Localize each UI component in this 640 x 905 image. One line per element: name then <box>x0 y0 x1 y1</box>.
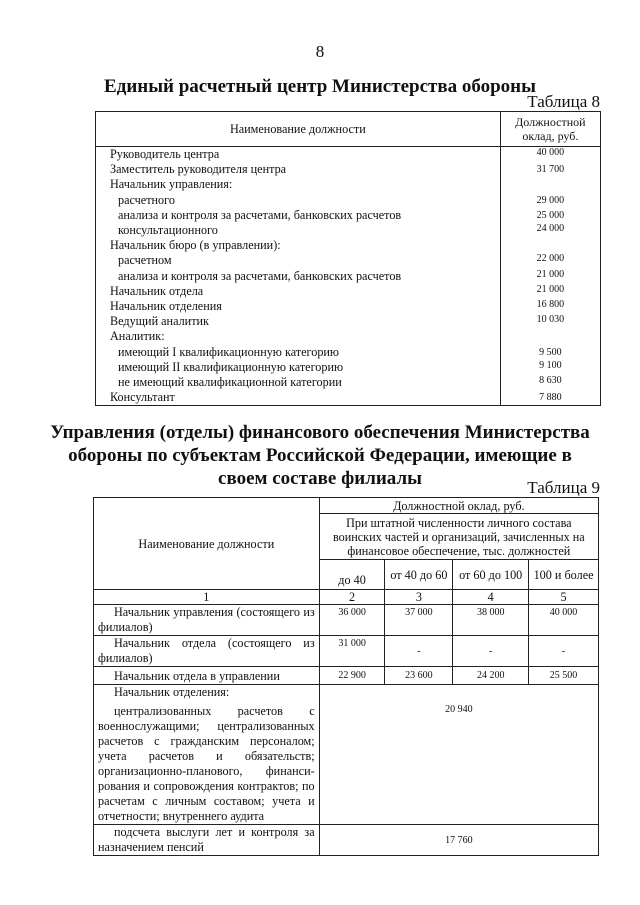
section-title-unified-center: Единый расчетный центр Министерства обороны <box>104 76 536 97</box>
position-name: подсчета выслуги лет и контроля за назначением пенсий <box>94 825 320 856</box>
position-name: Ведущий аналитик <box>96 314 501 329</box>
column-header: от 60 до 100 <box>453 560 529 590</box>
position-name: Консультант <box>96 390 501 406</box>
position-name: Начальник управления (состоящего из филиалов) <box>94 605 320 636</box>
column-number: 3 <box>385 590 453 605</box>
position-name: Начальник отделения: <box>94 685 320 701</box>
position-name: расчетном <box>96 253 501 268</box>
salary-value: 40 000 <box>500 147 600 163</box>
salary-value-merged: 17 760 <box>319 825 598 856</box>
position-name: Начальник управления: <box>96 177 501 192</box>
salary-value <box>500 238 600 253</box>
table-8 <box>95 111 601 406</box>
salary-value: 9 100 <box>500 360 600 375</box>
table-9-header-salary: Должностной оклад, руб. <box>319 498 598 514</box>
salary-value: 22 900 <box>319 667 385 685</box>
salary-value: - <box>453 636 529 667</box>
position-name: централизованных расчетов с военнослужащими; централизованных расчетов с гражданским персоналом; учета расчетов и обязательств; организационно-планового, финансирования и сопровождения контрактов; по расчетам с личным составом; учета и отчетности; внутреннего аудита <box>94 700 320 825</box>
position-name: Руководитель центра <box>96 147 501 163</box>
table-row <box>96 147 601 163</box>
table-8-header-name: Наименование должности <box>96 112 501 147</box>
salary-value: 37 000 <box>385 605 453 636</box>
position-name: имеющий I квалификационную категорию <box>96 345 501 360</box>
salary-value: 16 800 <box>500 299 600 314</box>
salary-value: 10 030 <box>500 314 600 329</box>
table-row <box>96 375 601 390</box>
position-name: Аналитик: <box>96 329 501 344</box>
table-row <box>96 162 601 177</box>
position-name: анализа и контроля за расчетами, банковских расчетов <box>96 269 501 284</box>
position-name: Начальник отделения <box>96 299 501 314</box>
position-name: Заместитель руководителя центра <box>96 162 501 177</box>
salary-value <box>500 177 600 192</box>
position-name: Начальник бюро (в управлении): <box>96 238 501 253</box>
salary-value: 9 500 <box>500 345 600 360</box>
table-row <box>96 238 601 253</box>
table-row <box>94 636 599 667</box>
salary-value: 21 000 <box>500 269 600 284</box>
salary-value: - <box>385 636 453 667</box>
table-row <box>96 193 601 208</box>
table-row <box>94 667 599 685</box>
table-row <box>94 685 599 701</box>
title-line: Управления (отделы) финансового обеспечения Министерства <box>50 422 590 443</box>
salary-value: 36 000 <box>319 605 385 636</box>
salary-value: 21 000 <box>500 284 600 299</box>
salary-value: 22 000 <box>500 253 600 268</box>
salary-value: 25 500 <box>529 667 599 685</box>
table-row <box>96 223 601 238</box>
salary-value: 8 630 <box>500 375 600 390</box>
salary-value: 7 880 <box>500 390 600 406</box>
position-name: Начальник отдела (состоящего из филиалов) <box>94 636 320 667</box>
table-9-header-name: Наименование должности <box>94 498 320 590</box>
salary-value: 29 000 <box>500 193 600 208</box>
table-row <box>94 700 599 825</box>
column-number: 2 <box>319 590 385 605</box>
table-8-header-salary: Должностной оклад, руб. <box>500 112 600 147</box>
salary-value-merged: 20 940 <box>319 700 598 825</box>
column-header: 100 и более <box>529 560 599 590</box>
column-number: 5 <box>529 590 599 605</box>
position-name: консультационного <box>96 223 501 238</box>
table-row <box>96 269 601 284</box>
title-line: обороны по субъектам Российской Федерации, имеющие в <box>68 445 572 466</box>
position-name: расчетного <box>96 193 501 208</box>
table-row <box>96 284 601 299</box>
salary-value <box>500 329 600 344</box>
empty-cell <box>319 685 598 701</box>
salary-value: 31 000 <box>319 636 385 667</box>
column-header: от 40 до 60 <box>385 560 453 590</box>
table-8-caption: Таблица 8 <box>527 92 600 111</box>
table-row <box>96 314 601 329</box>
position-name: Начальник отдела <box>96 284 501 299</box>
position-name: имеющий II квалификационную категорию <box>96 360 501 375</box>
table-row <box>94 825 599 856</box>
salary-value: - <box>529 636 599 667</box>
table-row <box>94 605 599 636</box>
table-row <box>96 177 601 192</box>
column-number: 1 <box>94 590 320 605</box>
table-9-caption: Таблица 9 <box>527 478 600 497</box>
salary-value: 25 000 <box>500 208 600 223</box>
table-row <box>96 299 601 314</box>
table-row <box>96 360 601 375</box>
column-header: до 40 <box>319 560 385 590</box>
table-9-subheader: При штатной численности личного состава воинских частей и организаций, зачисленных на финансовое обеспечение, тыс. должностей <box>319 514 598 560</box>
table-9 <box>93 497 599 856</box>
salary-value: 24 000 <box>500 223 600 238</box>
table-row <box>96 329 601 344</box>
table-row <box>96 345 601 360</box>
page-number: 8 <box>315 42 325 61</box>
table-row <box>96 208 601 223</box>
salary-value: 31 700 <box>500 162 600 177</box>
salary-value: 40 000 <box>529 605 599 636</box>
column-number: 4 <box>453 590 529 605</box>
table-row <box>96 253 601 268</box>
table-row <box>96 390 601 406</box>
salary-value: 38 000 <box>453 605 529 636</box>
salary-value: 24 200 <box>453 667 529 685</box>
position-name: анализа и контроля за расчетами, банковских расчетов <box>96 208 501 223</box>
title-line: своем составе филиалы <box>218 468 422 489</box>
position-name: Начальник отдела в управлении <box>94 667 320 685</box>
position-name: не имеющий квалификационной категории <box>96 375 501 390</box>
salary-value: 23 600 <box>385 667 453 685</box>
